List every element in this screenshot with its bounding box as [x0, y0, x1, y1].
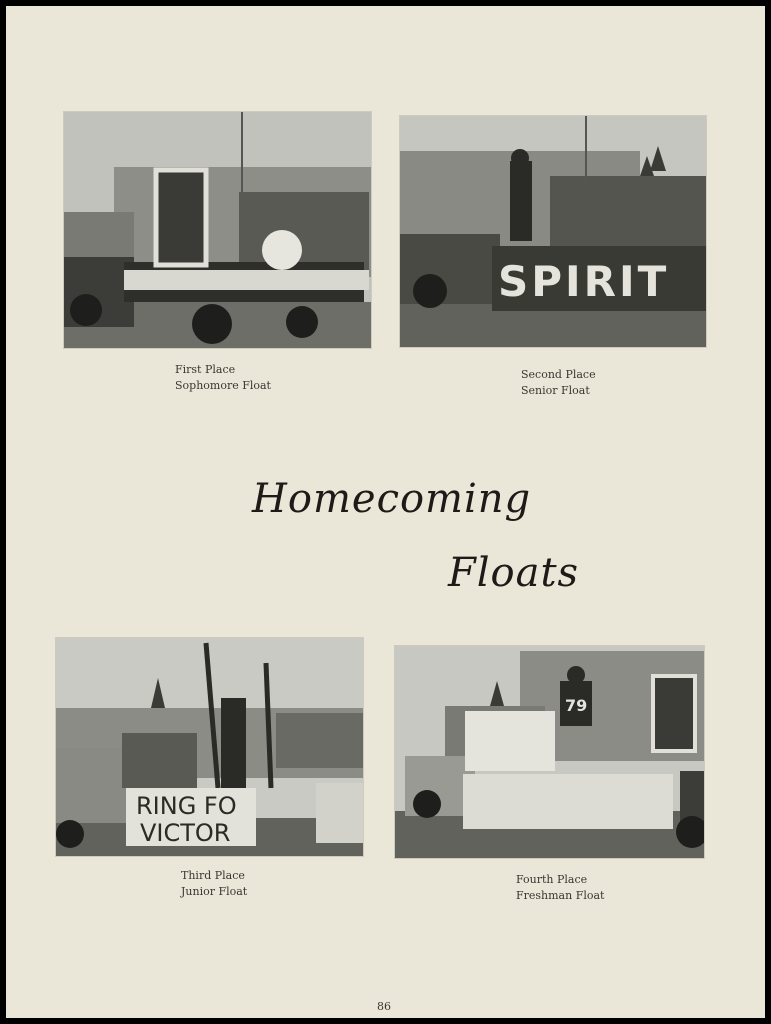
- caption-rank: Third Place: [181, 869, 245, 882]
- photo-first-place: [64, 112, 371, 348]
- caption-class: Junior Float: [181, 885, 248, 898]
- page-number: 86: [377, 1000, 391, 1013]
- caption-class: Sophomore Float: [175, 379, 271, 392]
- caption-fourth-place: [516, 872, 604, 904]
- photo-second-place: [400, 116, 706, 347]
- photo-fourth-place: [395, 646, 704, 858]
- sign-line2-text: VICTOR: [140, 819, 231, 847]
- caption-class: Senior Float: [521, 384, 590, 397]
- senior-float-image: [400, 116, 706, 347]
- sophomore-float-image: [64, 112, 371, 348]
- caption-second-place: [521, 367, 596, 399]
- yearbook-page: [6, 6, 765, 1018]
- caption-first-place: [175, 362, 271, 394]
- freshman-float-image: [395, 646, 704, 858]
- caption-rank: First Place: [175, 363, 236, 376]
- jersey-number-text: 79: [565, 696, 588, 715]
- caption-rank: Second Place: [521, 368, 596, 381]
- sign-line1-text: RING FO: [136, 792, 237, 820]
- page-title-line2: Floats: [448, 550, 580, 596]
- page-title-line1: Homecoming: [252, 476, 532, 522]
- caption-rank: Fourth Place: [516, 873, 588, 886]
- spirit-banner-text: SPIRIT: [498, 257, 670, 306]
- photo-third-place: [56, 638, 363, 856]
- caption-third-place: [181, 868, 247, 900]
- caption-class: Freshman Float: [516, 889, 605, 902]
- junior-float-image: [56, 638, 363, 856]
